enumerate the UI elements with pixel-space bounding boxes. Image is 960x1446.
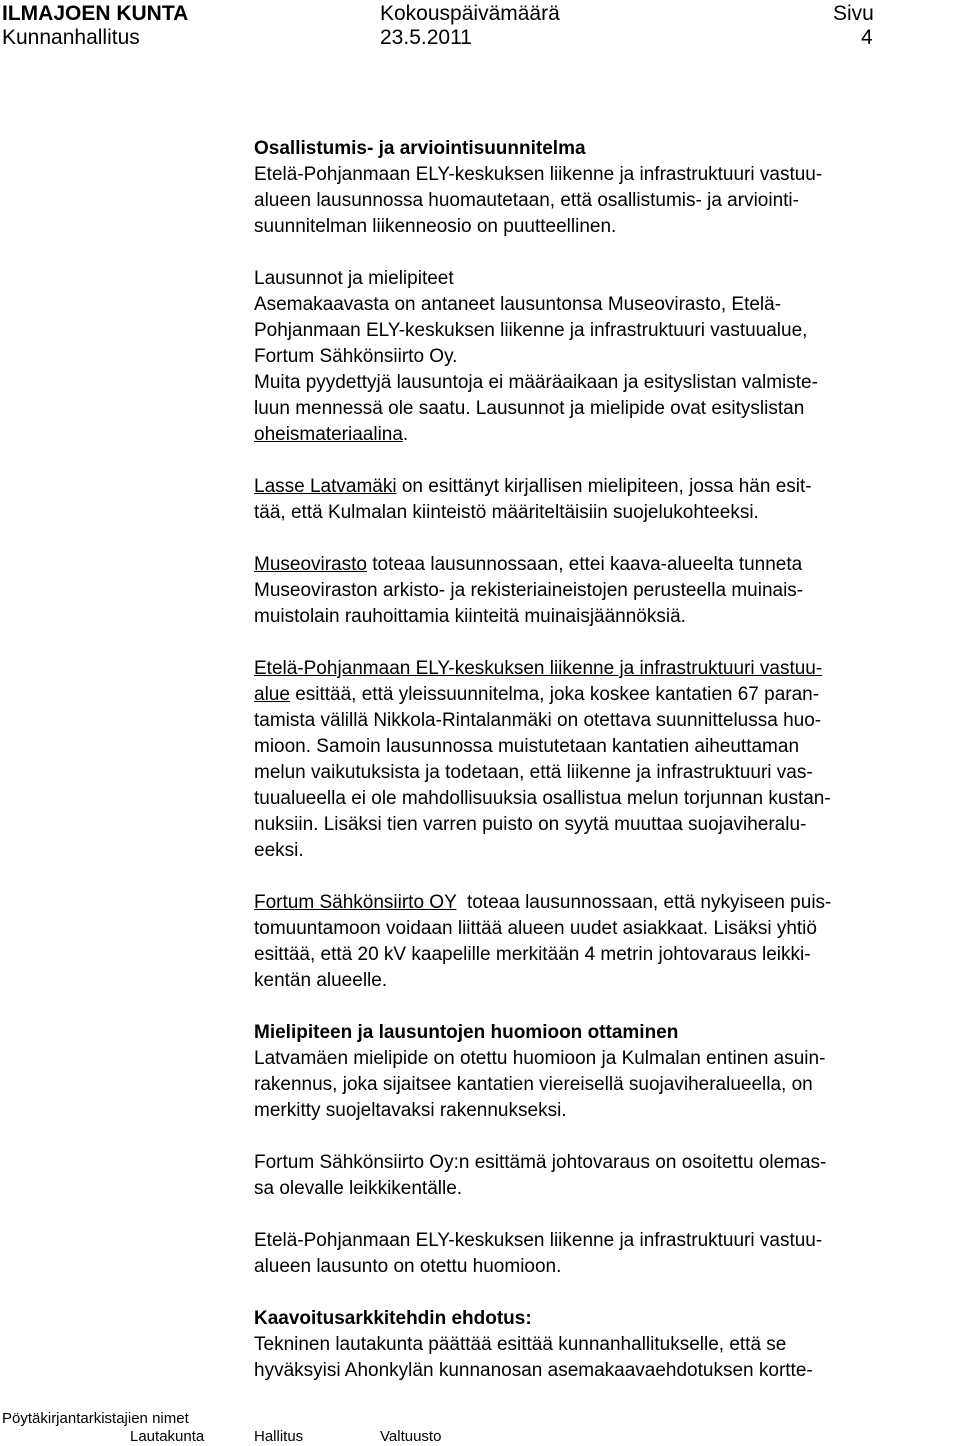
text-line	[254, 422, 944, 448]
footer-valtuusto: Valtuusto	[380, 1428, 442, 1445]
section-ely	[254, 656, 944, 864]
organization-mention: Museovirasto	[254, 554, 367, 575]
text-line: alueen lausunto on otettu huomioon.	[254, 1256, 562, 1277]
text-line: tomuuntamoon voidaan liittää alueen uudet asiakkaat. Lisäksi yhtiö	[254, 918, 817, 939]
text-line: merkitty suojeltavaksi rakennukseksi.	[254, 1100, 567, 1121]
text-line: suunnitelman liikenneosio on puutteellinen.	[254, 216, 617, 237]
text-line	[254, 552, 944, 578]
meeting-date-label: Kokouspäivämäärä	[380, 2, 560, 25]
section-fortum-response	[254, 1150, 944, 1202]
section-heading: Mielipiteen ja lausuntojen huomioon ottaminen	[254, 1022, 679, 1043]
meeting-date: 23.5.2011	[380, 26, 472, 49]
text-line: tamista välillä Nikkola-Rintalanmäki on otettava suunnittelussa huo-	[254, 710, 822, 731]
footer-lautakunta: Lautakunta	[130, 1428, 205, 1445]
text-fragment: esittää, että yleissuunnitelma, joka koskee kantatien 67 paran-	[289, 684, 820, 705]
section-heading: Kaavoitusarkkitehdin ehdotus:	[254, 1308, 532, 1329]
inspectors-label: Pöytäkirjantarkistajien nimet	[2, 1410, 189, 1427]
page-number: 4	[861, 26, 873, 49]
text-line: eeksi.	[254, 840, 304, 861]
section-heading: Osallistumis- ja arviointisuunnitelma	[254, 138, 586, 159]
text-line: Museoviraston arkisto- ja rekisteriaineistojen perusteella muinais-	[254, 580, 804, 601]
text-line: Etelä-Pohjanmaan ELY-keskuksen liikenne ja infrastruktuuri vastuu-	[254, 164, 823, 185]
text-line: kentän alueelle.	[254, 970, 388, 991]
section-ely-response	[254, 1228, 944, 1280]
section-museovirasto	[254, 552, 944, 630]
text-line: tää, että Kulmalan kiinteistö määriteltäisiin suojelukohteeksi.	[254, 502, 759, 523]
document-body	[254, 136, 944, 1384]
section-lasse	[254, 474, 944, 526]
document-header	[0, 0, 960, 50]
text-line: muistolain rauhoittamia kiinteitä muinaisjäännöksiä.	[254, 606, 686, 627]
organization-mention: Etelä-Pohjanmaan ELY-keskuksen liikenne ja infrastruktuuri vastuu-	[254, 658, 823, 679]
text-line	[254, 474, 944, 500]
text-line: esittää, että 20 kV kaapelille merkitään 4 metrin johtovaraus leikki-	[254, 944, 811, 965]
section-fortum	[254, 890, 944, 994]
section-osallistumis	[254, 136, 944, 240]
text-line: hyväksyisi Ahonkylän kunnanosan asemakaavaehdotuksen kortte-	[254, 1360, 813, 1381]
text-line: nuksiin. Lisäksi tien varren puisto on syytä muuttaa suojaviheralu-	[254, 814, 807, 835]
punctuation: .	[402, 424, 409, 445]
text-line: Muita pyydettyjä lausuntoja ei määräaikaan ja esityslistan valmiste-	[254, 372, 818, 393]
text-line: mioon. Samoin lausunnossa muistutetaan kantatien aiheuttaman	[254, 736, 800, 757]
text-line: Asemakaavasta on antaneet lausuntonsa Museovirasto, Etelä-	[254, 294, 782, 315]
text-line: melun vaikutuksista ja todetaan, että liikenne ja infrastruktuuri vas-	[254, 762, 813, 783]
organization-mention: alue	[254, 684, 290, 705]
text-line: luun mennessä ole saatu. Lausunnot ja mielipide ovat esityslistan	[254, 398, 805, 419]
text-line: Fortum Sähkönsiirto Oy:n esittämä johtovaraus on osoitettu olemas-	[254, 1152, 827, 1173]
text-line: tuualueella ei ole mahdollisuuksia osallistua melun torjunnan kustan-	[254, 788, 831, 809]
text-line	[254, 890, 944, 916]
text-line	[254, 682, 944, 708]
section-ehdotus	[254, 1306, 944, 1384]
text-fragment: toteaa lausunnossaan, ettei kaava-alueelta tunneta	[367, 554, 803, 575]
section-lausunnot	[254, 266, 944, 448]
text-line: Latvamäen mielipide on otettu huomioon ja Kulmalan entinen asuin-	[254, 1048, 826, 1069]
text-line: rakennus, joka sijaitsee kantatien viereisellä suojaviheralueella, on	[254, 1074, 813, 1095]
organization-name: ILMAJOEN KUNTA	[2, 2, 189, 25]
page-label: Sivu	[833, 2, 874, 25]
section-mielipiteen	[254, 1020, 944, 1124]
text-line: Etelä-Pohjanmaan ELY-keskuksen liikenne ja infrastruktuuri vastuu-	[254, 1230, 823, 1251]
text-line: sa olevalle leikkikentälle.	[254, 1178, 463, 1199]
person-name: Lasse Latvamäki	[254, 476, 397, 497]
text-line: Pohjanmaan ELY-keskuksen liikenne ja infrastruktuuri vastuualue,	[254, 320, 808, 341]
text-line: Tekninen lautakunta päättää esittää kunnanhallitukselle, että se	[254, 1334, 787, 1355]
document-footer	[0, 1410, 960, 1446]
body-name: Kunnanhallitus	[2, 26, 140, 49]
attachment-link[interactable]: oheismateriaalina	[254, 424, 403, 445]
footer-hallitus: Hallitus	[254, 1428, 304, 1445]
section-subheading: Lausunnot ja mielipiteet	[254, 268, 454, 289]
text-fragment: toteaa lausunnossaan, että nykyiseen puis-	[456, 892, 832, 913]
text-fragment: on esittänyt kirjallisen mielipiteen, jossa hän esit-	[396, 476, 812, 497]
organization-mention: Fortum Sähkönsiirto OY	[254, 892, 457, 913]
text-line: alueen lausunnossa huomautetaan, että osallistumis- ja arviointi-	[254, 190, 799, 211]
text-line: Fortum Sähkönsiirto Oy.	[254, 346, 458, 367]
